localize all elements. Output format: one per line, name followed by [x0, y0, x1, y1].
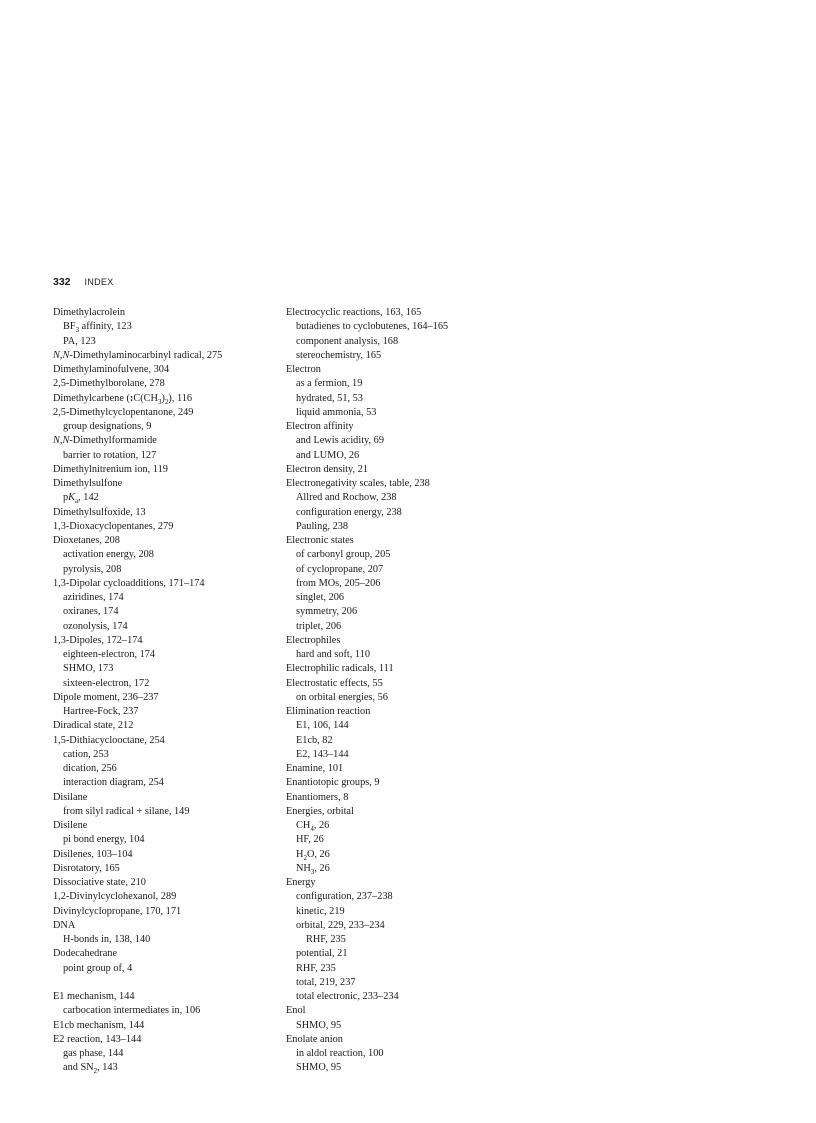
index-entry: Electrophiles [286, 634, 341, 646]
index-subentry: liquid ammonia, 53 [296, 406, 377, 418]
index-entry: 2,5-Dimethylcyclopentanone, 249 [53, 406, 194, 418]
index-subentry: Hartree-Fock, 237 [63, 706, 139, 717]
running-head-title: INDEX [84, 277, 114, 287]
index-subentry: $H_2O$, 26 [296, 848, 330, 862]
index-subentry: interaction diagram, 254 [63, 777, 164, 789]
index-subentry: eighteen-electron, 174 [63, 649, 156, 660]
index-entry: Electron [286, 364, 321, 375]
index-entry: Dodecahedrane [53, 948, 118, 960]
running-header [53, 276, 114, 290]
index-subentry: ozonolysis, 174 [63, 620, 128, 632]
index-subentry: hydrated, 51, 53 [296, 392, 363, 404]
index-entry: 1,3-Dipoles, 172–174 [53, 634, 143, 646]
index-subentry: symmetry, 206 [296, 606, 358, 618]
index-entry: Disilene [53, 820, 88, 831]
index-subentry: of carbonyl group, 205 [296, 549, 391, 561]
index-entry: 1,2-Divinylcyclohexanol, 289 [53, 891, 177, 903]
index-subentry: SHMO, 173 [63, 663, 114, 675]
index-entry: Electrophilic radicals, 111 [286, 663, 394, 675]
index-entry: Dipole moment, 236–237 [53, 691, 159, 703]
index-entry: E1cb mechanism, 144 [53, 1019, 145, 1031]
index-subentry: RHF, 235 [306, 934, 346, 945]
index-subentry: sixteen-electron, 172 [63, 677, 150, 689]
index-subentry: and LUMO, 26 [296, 449, 360, 461]
index-subentry: from silyl radical + silane, 149 [63, 805, 190, 817]
index-entry: Electronic states [286, 535, 354, 546]
index-subentry: triplet, 206 [296, 620, 342, 632]
index-entry: Divinylcyclopropane, 170, 171 [53, 905, 182, 917]
index-entry: N,N-Dimethylaminocarbinyl radical, 275 [53, 349, 223, 361]
index-entry: Enolate anion [286, 1033, 343, 1045]
index-subentry: $CH_4$, 26 [296, 820, 330, 834]
index-entry: Electron affinity [286, 421, 354, 432]
index-subentry: butadienes to cyclobutenes, 164–165 [296, 321, 449, 333]
index-subentry: SHMO, 95 [296, 1019, 342, 1031]
index-entry: Elimination reaction [286, 706, 371, 717]
index-entry: Electrocyclic reactions, 163, 165 [286, 307, 422, 318]
index-entry: Diradical state, 212 [53, 720, 134, 732]
index-subentry: and Lewis acidity, 69 [296, 435, 384, 447]
index-subentry: point group of, 4 [63, 962, 133, 974]
index-entry: Enol [286, 1005, 306, 1017]
index-entry: Electronegativity scales, table, 238 [286, 478, 430, 489]
index-subentry: E2, 143–144 [296, 748, 349, 760]
index-subentry: total electronic, 233–234 [296, 991, 399, 1002]
index-subentry: group designations, 9 [63, 421, 152, 432]
index-entry: Dimethylaminofulvene, 304 [53, 364, 170, 375]
index-subentry: Allred and Rochow, 238 [296, 492, 397, 504]
index-subentry: kinetic, 219 [296, 905, 345, 917]
index-entry: Dimethylcarbene $(:C(CH_3)_2)$, 116 [53, 392, 193, 406]
index-subentry: SHMO, 95 [296, 1062, 342, 1074]
index-subentry: of cyclopropane, 207 [296, 563, 384, 575]
index-subentry: $NH_3$, 26 [296, 862, 330, 876]
index-entry: 1,5-Dithiacyclooctane, 254 [53, 734, 165, 746]
index-subentry: dication, 256 [63, 763, 117, 774]
index-entry: Dioxetanes, 208 [53, 535, 120, 546]
index-subentry: in aldol reaction, 100 [296, 1048, 384, 1059]
index-column-left [53, 306, 283, 1076]
index-entry: Electron density, 21 [286, 463, 368, 475]
index-subentry: singlet, 206 [296, 592, 345, 603]
index-subentry: total, 219, 237 [296, 976, 356, 988]
index-subentry: $BF_3$ affinity, 123 [63, 321, 132, 335]
index-subentry: configuration, 237–238 [296, 891, 393, 903]
index-entry: Dimethylacrolein [53, 307, 126, 318]
index-subentry: pi bond energy, 104 [63, 834, 145, 846]
index-entry: Disilenes, 103–104 [53, 848, 133, 860]
index-entry: Energies, orbital [286, 805, 354, 817]
index-entry: 2,5-Dimethylborolane, 278 [53, 378, 165, 390]
index-subentry: E1, 106, 144 [296, 720, 349, 732]
index-subentry: HF, 26 [296, 834, 324, 846]
index-section-gap [53, 976, 283, 990]
index-entry: Enantiomers, 8 [286, 791, 349, 803]
index-entry: Disrotatory, 165 [53, 862, 120, 874]
index-subentry: PA, 123 [63, 335, 96, 347]
index-subentry: H-bonds in, 138, 140 [63, 934, 151, 945]
index-subentry: Pauling, 238 [296, 520, 349, 532]
index-entry: Dimethylsulfoxide, 13 [53, 506, 146, 518]
index-subentry: RHF, 235 [296, 962, 336, 974]
index-entry: 1,3-Dipolar cycloadditions, 171–174 [53, 577, 205, 589]
index-subentry: gas phase, 144 [63, 1048, 124, 1059]
index-column-right [286, 306, 516, 1076]
page-number: 332 [53, 276, 71, 288]
index-subentry: as a fermion, 19 [296, 378, 363, 390]
index-subentry: carbocation intermediates in, 106 [63, 1005, 201, 1017]
index-subentry: on orbital energies, 56 [296, 691, 388, 703]
index-subentry: configuration energy, 238 [296, 506, 402, 518]
index-subentry: $pK_a$, 142 [63, 492, 99, 506]
index-subentry: stereochemistry, 165 [296, 349, 382, 361]
index-entry: 1,3-Dioxacyclopentanes, 279 [53, 520, 174, 532]
index-entry: Energy [286, 877, 316, 888]
index-subentry: hard and soft, 110 [296, 649, 370, 660]
index-subentry: E1cb, 82 [296, 734, 333, 746]
index-entry: Dissociative state, 210 [53, 877, 146, 888]
index-entry: Enantiotopic groups, 9 [286, 777, 380, 789]
index-subentry: from MOs, 205–206 [296, 577, 381, 589]
index-entry: Electrostatic effects, 55 [286, 677, 383, 689]
index-entry: Enamine, 101 [286, 763, 344, 774]
index-subentry: potential, 21 [296, 948, 348, 960]
index-entry: DNA [53, 919, 76, 931]
index-entry: E1 mechanism, 144 [53, 991, 135, 1002]
index-subentry: and $SN_2$, 143 [63, 1062, 118, 1076]
index-subentry: oxiranes, 174 [63, 606, 119, 618]
index-entry: Dimethylsulfone [53, 478, 123, 489]
index-subentry: aziridines, 174 [63, 592, 124, 603]
index-subentry: cation, 253 [63, 748, 109, 760]
index-entry: Dimethylnitrenium ion, 119 [53, 463, 168, 475]
index-subentry: orbital, 229, 233–234 [296, 919, 385, 931]
index-subentry: component analysis, 168 [296, 335, 399, 347]
index-subentry: barrier to rotation, 127 [63, 449, 157, 461]
index-entry: E2 reaction, 143–144 [53, 1033, 142, 1045]
index-entry: N,N-Dimethylformamide [53, 435, 157, 447]
index-subentry: pyrolysis, 208 [63, 563, 122, 575]
index-entry: Disilane [53, 791, 88, 803]
index-subentry: activation energy, 208 [63, 549, 154, 561]
